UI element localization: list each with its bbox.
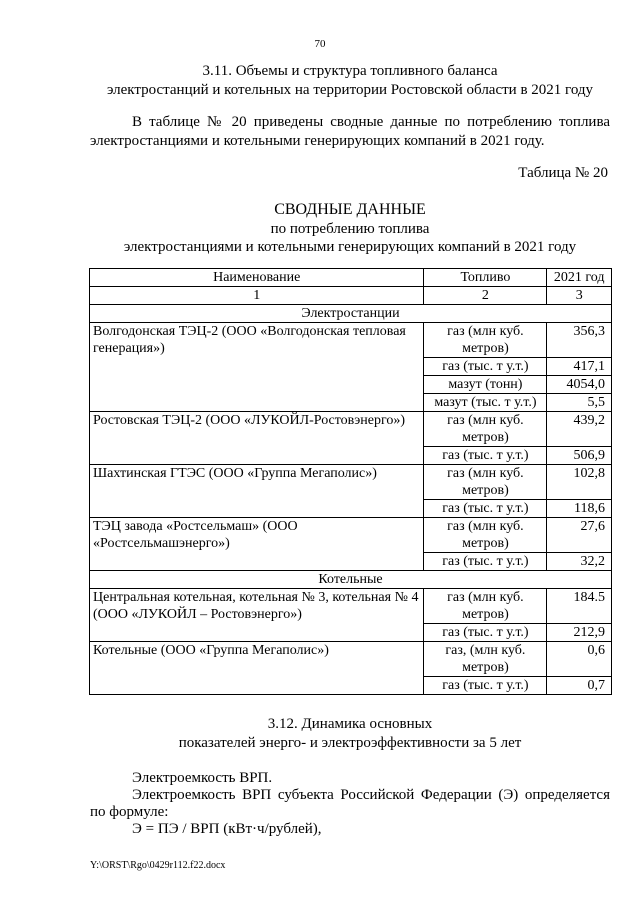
table-row xyxy=(90,642,612,677)
fuel-value: 417,1 xyxy=(547,358,612,376)
header-name: Наименование xyxy=(90,269,424,287)
fuel-value: 0,7 xyxy=(547,677,612,695)
intro-paragraph-line1: В таблице № 20 приведены сводные данные по потреблению топлива xyxy=(132,114,610,130)
fuel-value: 102,8 xyxy=(547,465,612,500)
fuel-value: 27,6 xyxy=(547,518,612,553)
section-311-title-line1: 3.11. Объемы и структура топливного баланса xyxy=(202,63,498,79)
section-312-title-line1: 3.12. Динамика основных xyxy=(267,716,433,732)
group-label-boilers: Котельные xyxy=(90,571,612,589)
fuel-value: 212,9 xyxy=(547,624,612,642)
fuel-value: 184.5 xyxy=(547,589,612,624)
column-numbers-row xyxy=(90,287,612,305)
table-row xyxy=(90,589,612,624)
fuel-type: мазут (тонн) xyxy=(424,376,547,394)
fuel-type: газ (тыс. т у.т.) xyxy=(424,500,547,518)
fuel-value: 118,6 xyxy=(547,500,612,518)
body-paragraph-2-line1: Электроемкость ВРП субъекта Российской Федерации (Э) определяется xyxy=(132,787,610,803)
footer-file-path: Y:\ORST\Rgo\0429r112.f22.docx xyxy=(90,860,226,871)
intro-paragraph-line2: электростанциями и котельными генерирующих компаний в 2021 году. xyxy=(90,133,545,149)
header-fuel: Топливо xyxy=(424,269,547,287)
body-paragraph-1: Электроемкость ВРП. xyxy=(132,770,273,786)
plant-name: Шахтинская ГТЭС (ООО «Группа Мегаполис») xyxy=(90,465,424,518)
section-311-title-line2: электростанций и котельных на территории Ростовской области в 2021 году xyxy=(106,82,594,98)
plant-name: Волгодонская ТЭЦ-2 (ООО «Волгодонская тепловая генерация») xyxy=(90,323,424,412)
fuel-value: 4054,0 xyxy=(547,376,612,394)
header-year: 2021 год xyxy=(547,269,612,287)
fuel-type: газ, (млн куб. метров) xyxy=(424,642,547,677)
table-header-row xyxy=(90,269,612,287)
fuel-type: газ (млн куб. метров) xyxy=(424,323,547,358)
fuel-type: мазут (тыс. т у.т.) xyxy=(424,394,547,412)
table-number: Таблица № 20 xyxy=(518,165,608,181)
fuel-type: газ (тыс. т у.т.) xyxy=(424,677,547,695)
fuel-type: газ (млн куб. метров) xyxy=(424,589,547,624)
group-row-boilers xyxy=(90,571,612,589)
fuel-consumption-table xyxy=(89,268,612,695)
col-number-2: 2 xyxy=(424,287,547,305)
fuel-type: газ (тыс. т у.т.) xyxy=(424,624,547,642)
boiler-name: Центральная котельная, котельная № 3, котельная № 4 (ООО «ЛУКОЙЛ – Ростовэнерго») xyxy=(90,589,424,642)
plant-name: Ростовская ТЭЦ-2 (ООО «ЛУКОЙЛ-Ростовэнерго») xyxy=(90,412,424,465)
fuel-value: 0,6 xyxy=(547,642,612,677)
plant-name: ТЭЦ завода «Ростсельмаш» (ООО «Ростсельмашэнерго») xyxy=(90,518,424,571)
fuel-type: газ (млн куб. метров) xyxy=(424,518,547,553)
fuel-value: 32,2 xyxy=(547,553,612,571)
col-number-1: 1 xyxy=(90,287,424,305)
fuel-type: газ (тыс. т у.т.) xyxy=(424,358,547,376)
table-subtitle-line2: электростанциями и котельными генерирующих компаний в 2021 году xyxy=(123,239,577,255)
fuel-type: газ (млн куб. метров) xyxy=(424,465,547,500)
fuel-value: 506,9 xyxy=(547,447,612,465)
table-row xyxy=(90,465,612,500)
table-row xyxy=(90,518,612,553)
boiler-name: Котельные (ООО «Группа Мегаполис») xyxy=(90,642,424,695)
table-row xyxy=(90,323,612,358)
page-number: 70 xyxy=(314,38,326,50)
group-label-power-plants: Электростанции xyxy=(90,305,612,323)
section-312-title-line2: показателей энерго- и электроэффективности за 5 лет xyxy=(178,735,522,751)
fuel-type: газ (тыс. т у.т.) xyxy=(424,447,547,465)
table-subtitle-line1: по потреблению топлива xyxy=(270,221,430,237)
formula: Э = ПЭ / ВРП (кВт·ч/рублей), xyxy=(132,821,322,837)
col-number-3: 3 xyxy=(547,287,612,305)
fuel-value: 356,3 xyxy=(547,323,612,358)
table-row xyxy=(90,412,612,447)
body-paragraph-2-line2: по формуле: xyxy=(90,804,169,820)
fuel-value: 439,2 xyxy=(547,412,612,447)
fuel-value: 5,5 xyxy=(547,394,612,412)
table-title: СВОДНЫЕ ДАННЫЕ xyxy=(274,201,426,218)
fuel-type: газ (тыс. т у.т.) xyxy=(424,553,547,571)
group-row-power-plants xyxy=(90,305,612,323)
fuel-type: газ (млн куб. метров) xyxy=(424,412,547,447)
